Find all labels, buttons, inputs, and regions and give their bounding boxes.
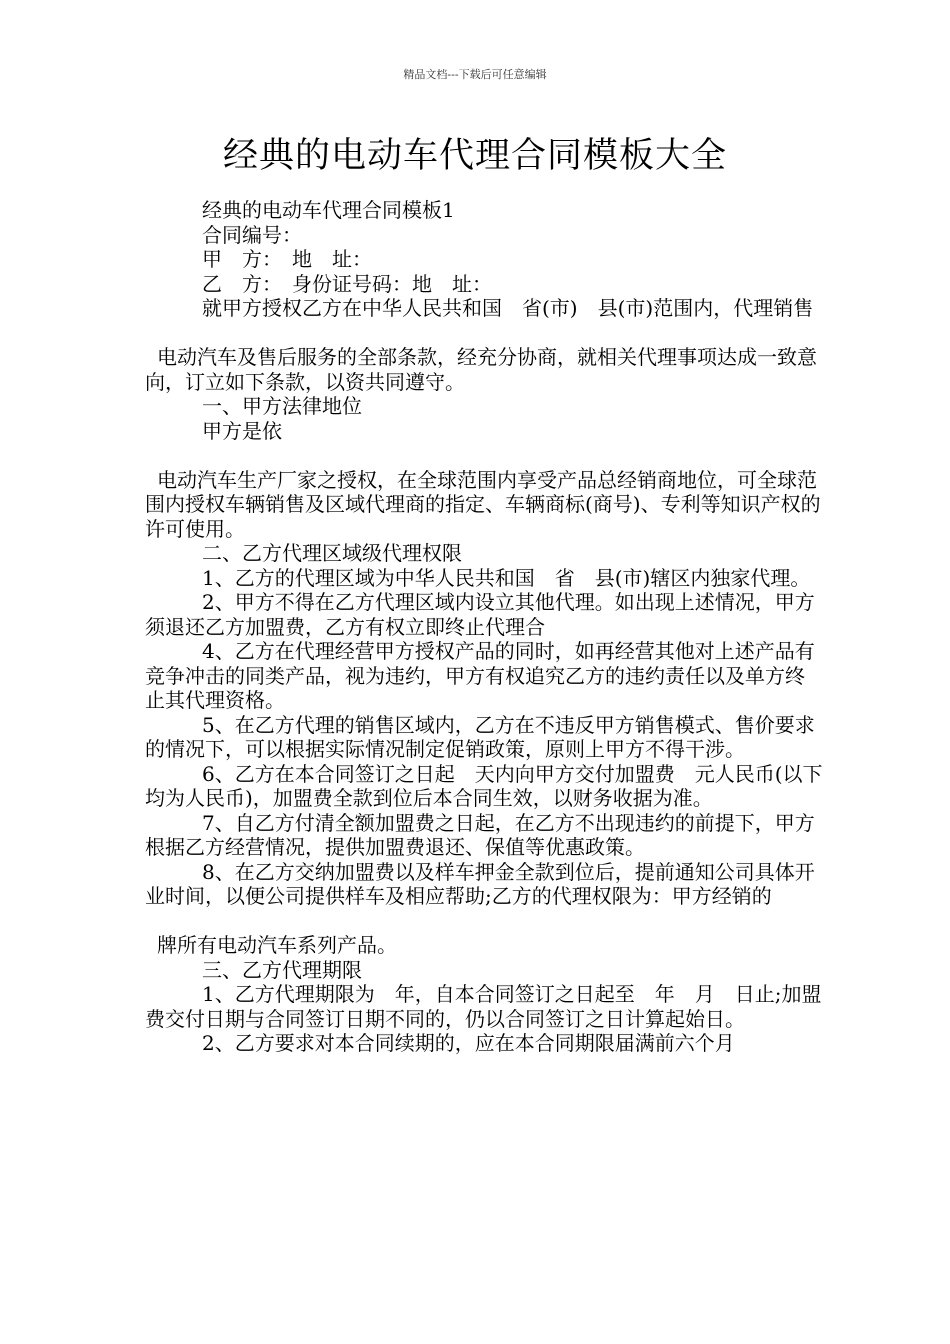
section-heading: 二、乙方代理区域级代理权限: [202, 541, 462, 565]
paragraph: 电动汽车及售后服务的全部条款，经充分协商，就相关代理事项达成一致意向，订立如下条款，以资共同遵守。: [145, 345, 817, 394]
document-body: [145, 198, 823, 1056]
clause: 2、乙方要求对本合同续期的，应在本合同期限届满前六个月: [202, 1031, 735, 1055]
paragraph: 就甲方授权乙方在中华人民共和国 省(市) 县(市)范围内，代理销售: [202, 296, 814, 320]
paragraph: 牌所有电动汽车系列产品。: [157, 933, 397, 957]
clause: 8、在乙方交纳加盟费以及样车押金全款到位后，提前通知公司具体开业时间，以便公司提供样车及相应帮助;乙方的代理权限为：甲方经销的: [145, 859, 815, 908]
contract-subtitle: 经典的电动车代理合同模板1: [202, 198, 455, 222]
contract-number: 合同编号：: [202, 222, 302, 247]
paragraph: 甲方是依: [202, 418, 282, 443]
clause: 7、自乙方付清全额加盟费之日起，在乙方不出现违约的前提下，甲方根据乙方经营情况，提供加盟费退还、保值等优惠政策。: [145, 810, 815, 859]
document-title: 经典的电动车代理合同模板大全: [222, 136, 727, 176]
paragraph: 电动汽车生产厂家之授权，在全球范围内享受产品总经销商地位，可全球范围内授权车辆销售及区域代理商的指定、车辆商标(商号)、专利等知识产权的许可使用。: [145, 467, 821, 541]
clause: 6、乙方在本合同签订之日起 天内向甲方交付加盟费 元人民币(以下均为人民币)，加盟费全款到位后本合同生效，以财务收据为准。: [145, 761, 823, 810]
clause: 5、在乙方代理的销售区域内，乙方在不违反甲方销售模式、售价要求的情况下，可以根据实际情况制定促销政策，原则上甲方不得干涉。: [145, 712, 815, 761]
clause: 2、甲方不得在乙方代理区域内设立其他代理。如出现上述情况，甲方须退还乙方加盟费，乙方有权立即终止代理合: [145, 590, 815, 639]
clause: 1、乙方代理期限为 年，自本合同签订之日起至 年 月 日止;加盟费交付日期与合同签订日期不同的，仍以合同签订之日计算起始日。: [145, 982, 822, 1031]
clause: 1、乙方的代理区域为中华人民共和国 省 县(市)辖区内独家代理。: [202, 565, 811, 590]
section-heading: 一、甲方法律地位: [202, 394, 362, 418]
section-heading: 三、乙方代理期限: [202, 957, 362, 982]
party-a-line: 甲 方： 地 址：: [202, 247, 372, 271]
page-header: 精品文档---下载后可任意编辑: [403, 68, 547, 81]
clause: 4、乙方在代理经营甲方授权产品的同时，如再经营其他对上述产品有竞争冲击的同类产品，视为违约，甲方有权追究乙方的违约责任以及单方终止其代理资格。: [145, 639, 815, 712]
party-b-line: 乙 方： 身份证号码：地 址：: [202, 271, 492, 296]
